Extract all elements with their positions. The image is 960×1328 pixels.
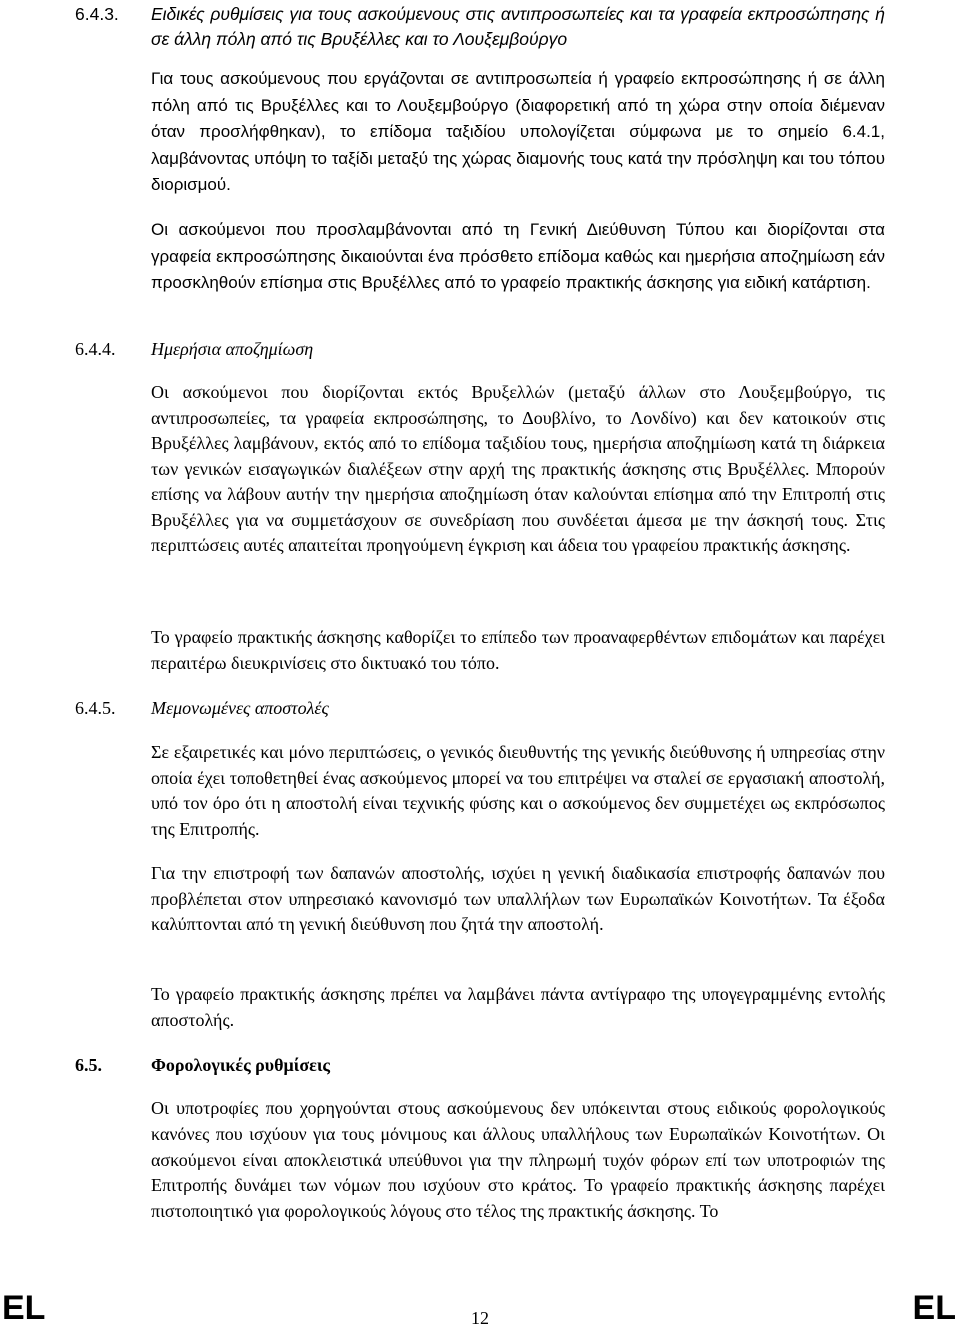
section-title-6-4-5: Μεμονωμένες αποστολές [151,698,329,718]
section-title-6-4-4: Ημερήσια αποζημίωση [151,339,314,359]
section-6-4-5-paragraph-2: Για την επιστροφή των δαπανών αποστολής, ισχύει η γενική διαδικασία επιστροφής δαπανών που προβλέπεται στον υπηρεσιακό κανονισμό των υπαλλήλων των Ευρωπαϊκών Κοινοτήτων. Τα έξοδα καλύπτονται από τη γενική διεύθυνση που ζητά την αποστολή. [151,863,885,934]
footer-language-code-left: EL [2,1289,46,1327]
section-6-4-4-paragraph-1: Οι ασκούμενοι που διορίζονται εκτός Βρυξελλών (μεταξύ άλλων στο Λουξεμβούργο, τις αντιπροσωπείες, τα γραφεία εκπροσώπησης, το Δουβλίνο, το Λονδίνο) και δεν κατοικούν στις Βρυξέλλες λαμβάνουν, εκτός από το επίδομα ταξιδίου τους, ημερήσια αποζημίωση κατά τη διάρκεια των γενικών εισαγωγικών διαλέξεων στην αρχή της πρακτικής άσκησης στις Βρυξέλλες. Μπορούν επίσης να λάβουν αυτήν την ημερήσια αποζημίωση όταν καλούνται επίσημα από την Επιτροπή στις Βρυξέλλες για να συμμετάσχουν σε συνεδρίαση που συνδέεται άμεσα με την άσκησή τους. Στις περιπτώσεις αυτές απαιτείται προηγούμενη έγκριση και άδεια του γραφείου πρακτικής άσκησης. [151,382,885,555]
section-number-6-4-3: 6.4.3. [75,4,119,24]
section-6-4-5-paragraph-3: Το γραφείο πρακτικής άσκησης πρέπει να λαμβάνει πάντα αντίγραφο της υπογεγραμμένης εντολής αποστολής. [151,984,885,1030]
section-number-6-5: 6.5. [75,1055,102,1075]
section-title-6-4-3: Ειδικές ρυθμίσεις για τους ασκούμενους στις αντιπροσωπείες και τα γραφεία εκπροσώπησης ή σε άλλη πόλη από τις Βρυξέλλες και το Λουξεμβούργο [151,4,885,49]
section-title-6-5: Φορολογικές ρυθμίσεις [151,1055,330,1075]
footer-language-code-right: EL [912,1289,956,1327]
section-6-4-4-paragraph-2: Το γραφείο πρακτικής άσκησης καθορίζει το επίπεδο των προαναφερθέντων επιδομάτων και παρέχει περαιτέρω διευκρινίσεις στο δικτυακό του τόπο. [151,627,885,673]
page-number: 12 [471,1308,489,1328]
section-number-6-4-5: 6.4.5. [75,698,116,718]
section-6-4-5-paragraph-1: Σε εξαιρετικές και μόνο περιπτώσεις, ο γενικός διευθυντής της γενικής διεύθυνσης ή υπηρεσίας στην οποία έχει τοποθετηθεί ένας ασκούμενος μπορεί να του επιτρέψει να σταλεί σε εργασιακή αποστολή, υπό τον όρο ότι η αποστολή είναι τεχνικής φύσης και ο ασκούμενος δεν συμμετέχει ως εκπρόσωπος της Επιτροπής. [151,742,885,839]
section-6-4-3-paragraph-1: Για τους ασκούμενους που εργάζονται σε αντιπροσωπεία ή γραφείο εκπροσώπησης ή σε άλλη πόλη από τις Βρυξέλλες και το Λουξεμβούργο (διαφορετική από τη χώρα στην οποία διέμεναν όταν προσλήφθηκαν), το επίδομα ταξιδίου υπολογίζεται σύμφωνα με το σημείο 6.4.1, λαμβάνοντας υπόψη το ταξίδι μεταξύ της χώρας διαμονής τους κατά την πρόσληψη και του τόπου διορισμού. [151,69,885,194]
section-6-4-3-paragraph-2: Οι ασκούμενοι που προσλαμβάνονται από τη Γενική Διεύθυνση Τύπου και διορίζονται στα γραφεία εκπροσώπησης δικαιούνται ένα πρόσθετο επίδομα καθώς και ημερήσια αποζημίωση εάν προσκληθούν επίσημα στις Βρυξέλλες από το γραφείο πρακτικής άσκησης για ειδική κατάρτιση. [151,220,885,292]
section-number-6-4-4: 6.4.4. [75,339,116,359]
section-6-5-paragraph-1: Οι υποτροφίες που χορηγούνται στους ασκούμενους δεν υπόκεινται στους ειδικούς φορολογικούς κανόνες που ισχύουν για τους μόνιμους και άλλους υπαλλήλους των Ευρωπαϊκών Κοινοτήτων. Οι ασκούμενοι είναι αποκλειστικά υπεύθυνοι για την πληρωμή τυχόν φόρων επί των υποτροφιών της Επιτροπής δυνάμει των νόμων που ισχύουν στο κράτος. Το γραφείο πρακτικής άσκησης παρέχει πιστοποιητικό για φορολογικούς λόγους στο τέλος της πρακτικής άσκησης. Το [151,1098,885,1222]
